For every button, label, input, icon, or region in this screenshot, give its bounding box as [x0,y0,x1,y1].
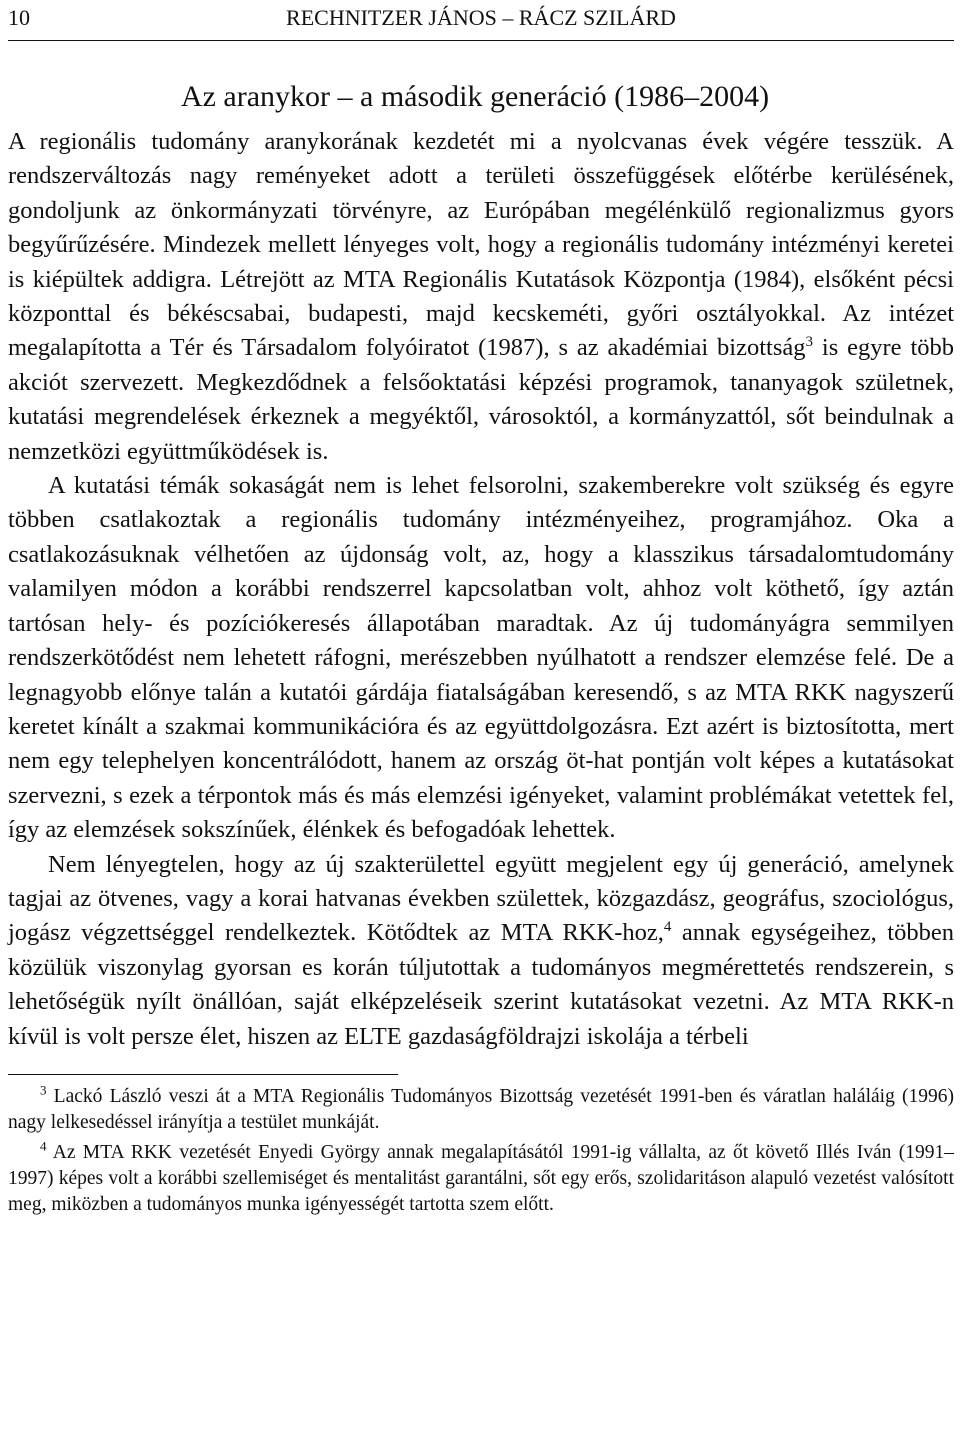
paragraph-3-text-b: annak egységeihez, többen közülük viszonylag gyorsan es korán túljutottak a tudományos megmérettetés rendszerein, s lehetőségük nyílt önállóan, saját elképzeléseik szerint kutatásokat vezetni. Az MTA RKK-n kívül is volt persze élet, hiszen az ELTE gazdaságföldrajzi iskolája a térbeli [8,919,954,1050]
footnote-ref-4: 4 [663,919,672,936]
footnote-mark-4: 4 [40,1138,47,1154]
footnote-divider [8,1074,398,1075]
footnotes [8,1084,954,1218]
footnote-4 [8,1140,954,1218]
paragraph-2: A kutatási témák sokaságát nem is lehet felsorolni, szakemberekre volt szükség és egyre többen csatlakoztak a regionális tudomány intézményeihez, programjához. Oka a csatlakozásuknak vélhetően az újdonság volt, az, hogy a klasszikus társadalomtudomány valamilyen módon a korábbi rendszerrel kapcsolatban volt, ahhoz volt köthető, így aztán tartósan hely- és pozíciókeresés állapotában maradtak. Az új tudományágra semmilyen rendszerkötődést nem lehetett ráfogni, merészebben nyúlhatott a rendszer elemzése felé. De a legnagyobb előnye talán a kutatói gárdája fiatalságában keresendő, s az MTA RKK nagyszerű keretet kínált a szakmai kommunikációra és az együttdolgozásra. Ezt azért is biztosította, mert nem egy telephelyen koncentrálódott, hanem az ország öt-hat pontján volt képes a kutatásokat szervezni, s ezek a térpontok más és más elemzési igényeket, valamint problémákat vetettek fel, így az elemzések sokszínűek, élénkek és befogadóak lehettek. [8,472,954,844]
footnote-4-text: Az MTA RKK vezetését Enyedi György annak megalapításától 1991-ig vállalta, az őt követő Illés Iván (1991–1997) képes volt a korábbi szellemiséget és mentalitást garantálni, sőt egy erős, szolidaritáson alapuló vezetést valósított meg, miközben a tudományos munka igényességét tartotta szem előtt. [8,1141,954,1215]
paragraph-3 [8,848,954,1054]
paragraph-1-text-a: A regionális tudomány aranykorának kezdetét mi a nyolcvanas évek végére tesszük. A rendszerváltozás nagy reményeket adott a területi összefüggések előtérbe kerülésének, gondoljunk az önkormányzati törvényre, az Európában megélénkülő regionalizmus gyors begyűrűzésére. Mindezek mellett lényeges volt, hogy a regionális tudomány intézményi keretei is kiépültek addigra. Létrejött az MTA Regionális Kutatások Központja (1984), elsőként pécsi központtal és békéscsabai, budapesti, majd kecskeméti, győri osztályokkal. Az intézet megalapította a Tér és Társadalom folyóiratot (1987), s az akadémiai bizottság [8,128,954,362]
document-page [8,0,954,1222]
running-header [8,0,954,41]
page-number: 10 [8,5,30,30]
footnote-mark-3: 3 [40,1082,47,1098]
paragraph-1 [8,125,954,469]
footnote-3 [8,1084,954,1136]
section-title: Az aranykor – a második generáció (1986–2004) [180,80,770,113]
running-header-authors: RECHNITZER JÁNOS – RÁCZ SZILÁRD [286,5,676,30]
footnote-3-text: Lackó László veszi át a MTA Regionális Tudományos Bizottság vezetését 1991-ben és váratlan haláláig (1996) nagy lelkesedéssel irányítja a testület munkáját. [8,1085,954,1133]
body-text [8,125,954,1054]
footnote-ref-3: 3 [805,334,814,351]
paragraph-1-text-b: is egyre több akciót szervezett. Megkezdődnek a felsőoktatási képzési programok, tananyagok születnek, kutatási megrendelések érkeznek a megyéktől, városoktól, a kormányzattól, sőt beindulnak a nemzetközi együttműködések is. [8,334,954,465]
paragraph-3-text-a: Nem lényegtelen, hogy az új szakterülettel együtt megjelent egy új generáció, amelynek tagjai az ötvenes, vagy a korai hatvanas években születtek, közgazdász, geográfus, szociológus, jogász végzettséggel rendelkeztek. Kötődtek az MTA RKK-hoz, [8,850,954,947]
